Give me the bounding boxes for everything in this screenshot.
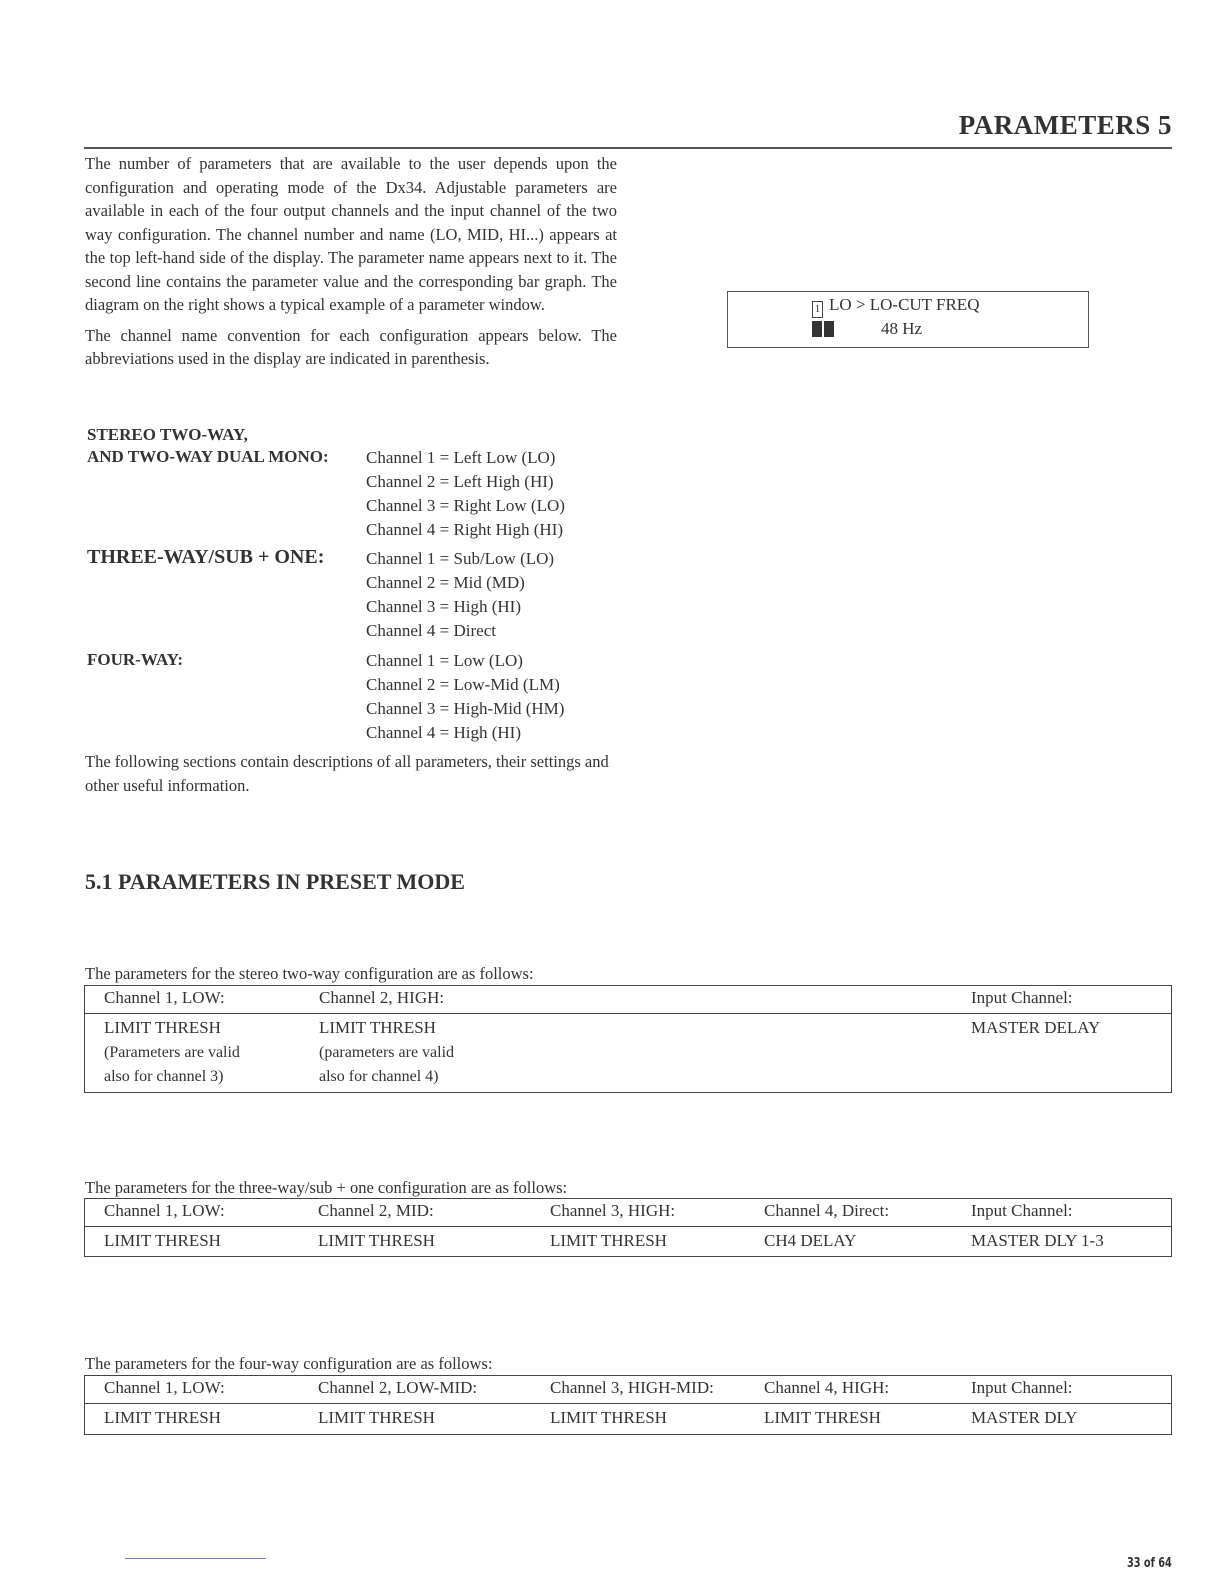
intro-text (85, 152, 617, 378)
table-stereo (84, 985, 1172, 1093)
list-item: Channel 2 = Mid (MD) (366, 573, 525, 592)
table-cell: LIMIT THRESH (319, 1018, 436, 1037)
list-item: Channel 3 = Right Low (LO) (366, 496, 565, 515)
column-header: Channel 1, LOW: (104, 1378, 225, 1397)
table-three-way (84, 1198, 1172, 1257)
table-cell: (Parameters are valid (104, 1044, 240, 1061)
closing-text: The following sections contain descriptions of all parameters, their settings and other useful information. (85, 752, 609, 795)
table-cell: LIMIT THRESH (764, 1408, 881, 1427)
column-header: Channel 3, HIGH-MID: (550, 1378, 714, 1397)
intro-paragraph-1: The number of parameters that are available to the user depends upon the configuration and operating mode of the Dx34. Adjustable parameters are available in each of the four output channels and the input channel of the two way configuration. The channel number and name (LO, MID, HI...) appears at the top left-hand side of the display. The parameter name appears next to it. The second line contains the parameter value and the corresponding bar graph. The diagram on the right shows a typical example of a parameter window. (85, 154, 617, 314)
table-cell: also for channel 3) (104, 1068, 224, 1085)
table-cell: LIMIT THRESH (104, 1231, 221, 1250)
parameter-window-diagram (727, 291, 1089, 348)
table-cell: MASTER DELAY (971, 1018, 1101, 1037)
table-caption-four-way: The parameters for the four-way configuration are as follows: (85, 1354, 493, 1373)
channel-number-box: 1 (812, 301, 823, 318)
column-header: Input Channel: (971, 1378, 1073, 1397)
list-item: Channel 2 = Low-Mid (LM) (366, 675, 560, 694)
column-header: Channel 3, HIGH: (550, 1201, 676, 1220)
column-header: Channel 4, Direct: (764, 1201, 890, 1220)
bar-graph (812, 319, 836, 338)
column-header: Channel 1, LOW: (104, 1201, 225, 1220)
list-item: Channel 1 = Sub/Low (LO) (366, 549, 555, 568)
table-four-way (84, 1375, 1172, 1435)
table-cell: MASTER DLY 1-3 (971, 1231, 1104, 1250)
column-header: Channel 2, MID: (318, 1201, 434, 1220)
table-caption-three-way: The parameters for the three-way/sub + one configuration are as follows: (85, 1178, 568, 1197)
table-header (85, 1199, 1171, 1227)
header-rule (84, 147, 1172, 149)
channel-list-four-way (366, 649, 564, 745)
config-label-three-way: THREE-WAY/SUB + ONE: (87, 546, 325, 568)
channel-list-stereo (366, 446, 565, 542)
table-header (85, 986, 1171, 1014)
footer-rule (125, 1558, 266, 1559)
display-line-1 (812, 295, 979, 318)
column-header: Channel 4, HIGH: (764, 1378, 890, 1397)
list-item: Channel 3 = High-Mid (HM) (366, 699, 565, 718)
table-cell: LIMIT THRESH (318, 1408, 435, 1427)
intro-paragraph-2: The channel name convention for each configuration appears below. The abbreviations used in the display are indicated in parenthesis. (85, 325, 617, 368)
list-item: Channel 3 = High (HI) (366, 597, 522, 616)
table-cell: LIMIT THRESH (550, 1408, 667, 1427)
column-header: Input Channel: (971, 988, 1073, 1007)
page-number: 33 of 64 (1127, 1556, 1172, 1571)
bar-graph-segment (812, 321, 822, 337)
table-cell: (parameters are valid (319, 1044, 455, 1061)
list-item: Channel 4 = Right High (HI) (366, 520, 564, 539)
table-cell: LIMIT THRESH (318, 1231, 435, 1250)
display-line-2 (812, 319, 922, 339)
column-header: Channel 1, LOW: (104, 988, 225, 1007)
table-cell: also for channel 4) (319, 1068, 439, 1085)
column-header: Channel 2, HIGH: (319, 988, 445, 1007)
display-parameter-name: LO > LO-CUT FREQ (829, 295, 980, 314)
list-item: Channel 1 = Left Low (LO) (366, 448, 556, 467)
page-title: PARAMETERS 5 (958, 110, 1172, 140)
section-title: 5.1 PARAMETERS IN PRESET MODE (85, 869, 465, 894)
table-cell: LIMIT THRESH (104, 1408, 221, 1427)
table-cell: LIMIT THRESH (104, 1018, 221, 1037)
table-cell: LIMIT THRESH (550, 1231, 667, 1250)
column-header: Channel 2, LOW-MID: (318, 1378, 478, 1397)
config-label-four-way: FOUR-WAY: (87, 650, 184, 669)
list-item: Channel 4 = High (HI) (366, 723, 522, 742)
table-cell: CH4 DELAY (764, 1231, 857, 1250)
channel-list-three-way (366, 547, 554, 643)
column-header: Input Channel: (971, 1201, 1073, 1220)
table-caption-stereo: The parameters for the stereo two-way configuration are as follows: (85, 964, 534, 983)
list-item: Channel 1 = Low (LO) (366, 651, 523, 670)
table-header (85, 1376, 1171, 1404)
list-item: Channel 2 = Left High (HI) (366, 472, 554, 491)
list-item: Channel 4 = Direct (366, 621, 496, 640)
display-value: 48 Hz (881, 319, 923, 338)
bar-graph-segment (824, 321, 834, 337)
config-label-stereo-line2: AND TWO-WAY DUAL MONO: (87, 447, 329, 466)
config-label-stereo-line1: STEREO TWO-WAY, (87, 425, 248, 444)
table-cell: MASTER DLY (971, 1408, 1078, 1427)
